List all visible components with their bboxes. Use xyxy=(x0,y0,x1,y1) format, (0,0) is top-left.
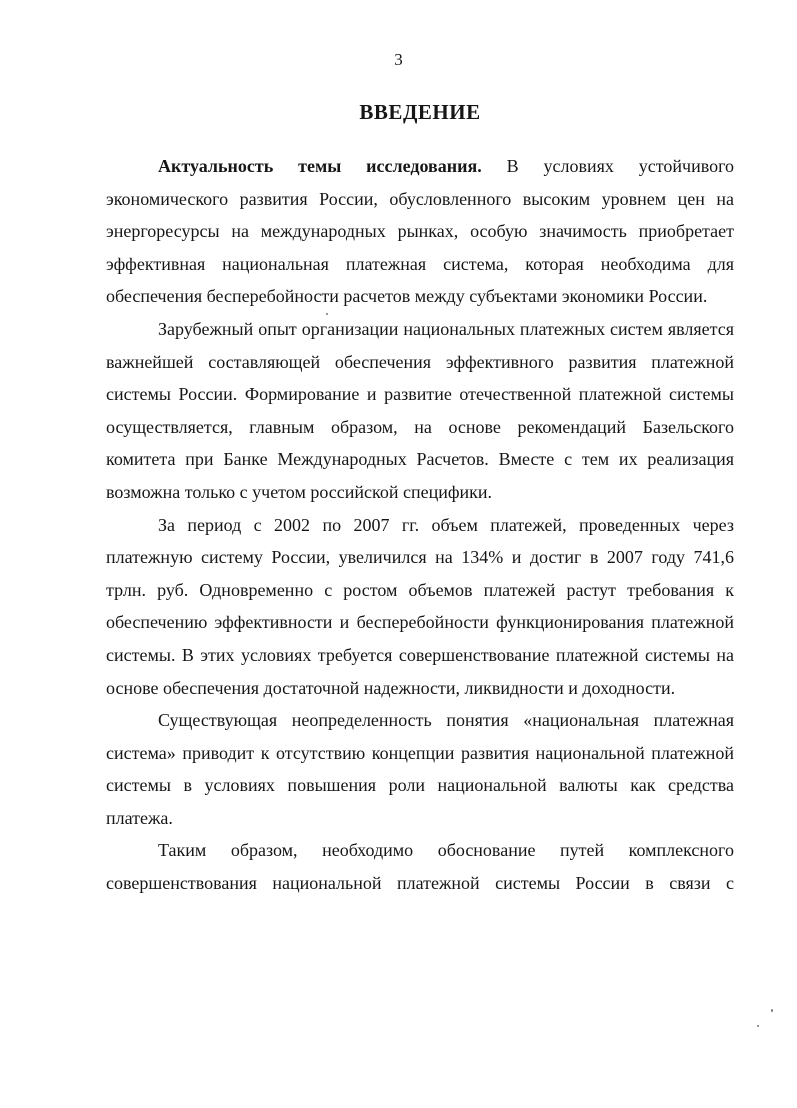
paragraph-relevance xyxy=(106,150,734,313)
paragraph-conclusion: Таким образом, необходимо обоснование путей комплексного совершенствования национальной платежной системы России в связи с xyxy=(106,840,734,894)
paragraph-relevance-text: В условиях устойчивого экономического развития России, обусловленного высоким уровнем цен на энергоресурсы на международных рынках, особую значимость приобретает эффективная национальная платежная система, которая необходима для обеспечения бесперебойности расчетов между субъектами экономики России. xyxy=(106,156,735,307)
scan-speck xyxy=(326,313,328,315)
page-number: 3 xyxy=(394,50,403,69)
paragraph-foreign-experience: Зарубежный опыт организации национальных платежных систем является важнейшей составляющей обеспечения эффективного развития платежной системы России. Формирование и развитие отечественной платежной системы осуществляется, главным образом, на основе рекомендаций Базельского комитета при Банке Международных Расчетов. Вместе с тем их реализация возможна только с учетом российской специфики. xyxy=(106,318,734,502)
body-text xyxy=(106,150,734,900)
scan-speck xyxy=(771,1009,773,1012)
scan-speck xyxy=(757,1025,759,1027)
paragraph-payment-volume: За период с 2002 по 2007 гг. объем платежей, проведенных через платежную систему России, увеличился на 134% и достиг в 2007 году 741,6 трлн. руб. Одновременно с ростом объемов платежей растут требования к обеспечению эффективности и бесперебойности функционирования платежной системы. В этих условиях требуется совершенствование платежной системы на основе обеспечения достаточной надежности, ликвидности и доходности. xyxy=(106,514,734,698)
paragraph-uncertainty: Существующая неопределенность понятия «национальная платежная система» приводит к отсутствию концепции развития национальной платежной системы в условиях повышения роли национальной валюты как средства платежа. xyxy=(106,710,734,828)
section-title: ВВЕДЕНИЕ xyxy=(359,100,481,124)
paragraph-lead-heading: Актуальность темы исследования. xyxy=(158,156,482,176)
